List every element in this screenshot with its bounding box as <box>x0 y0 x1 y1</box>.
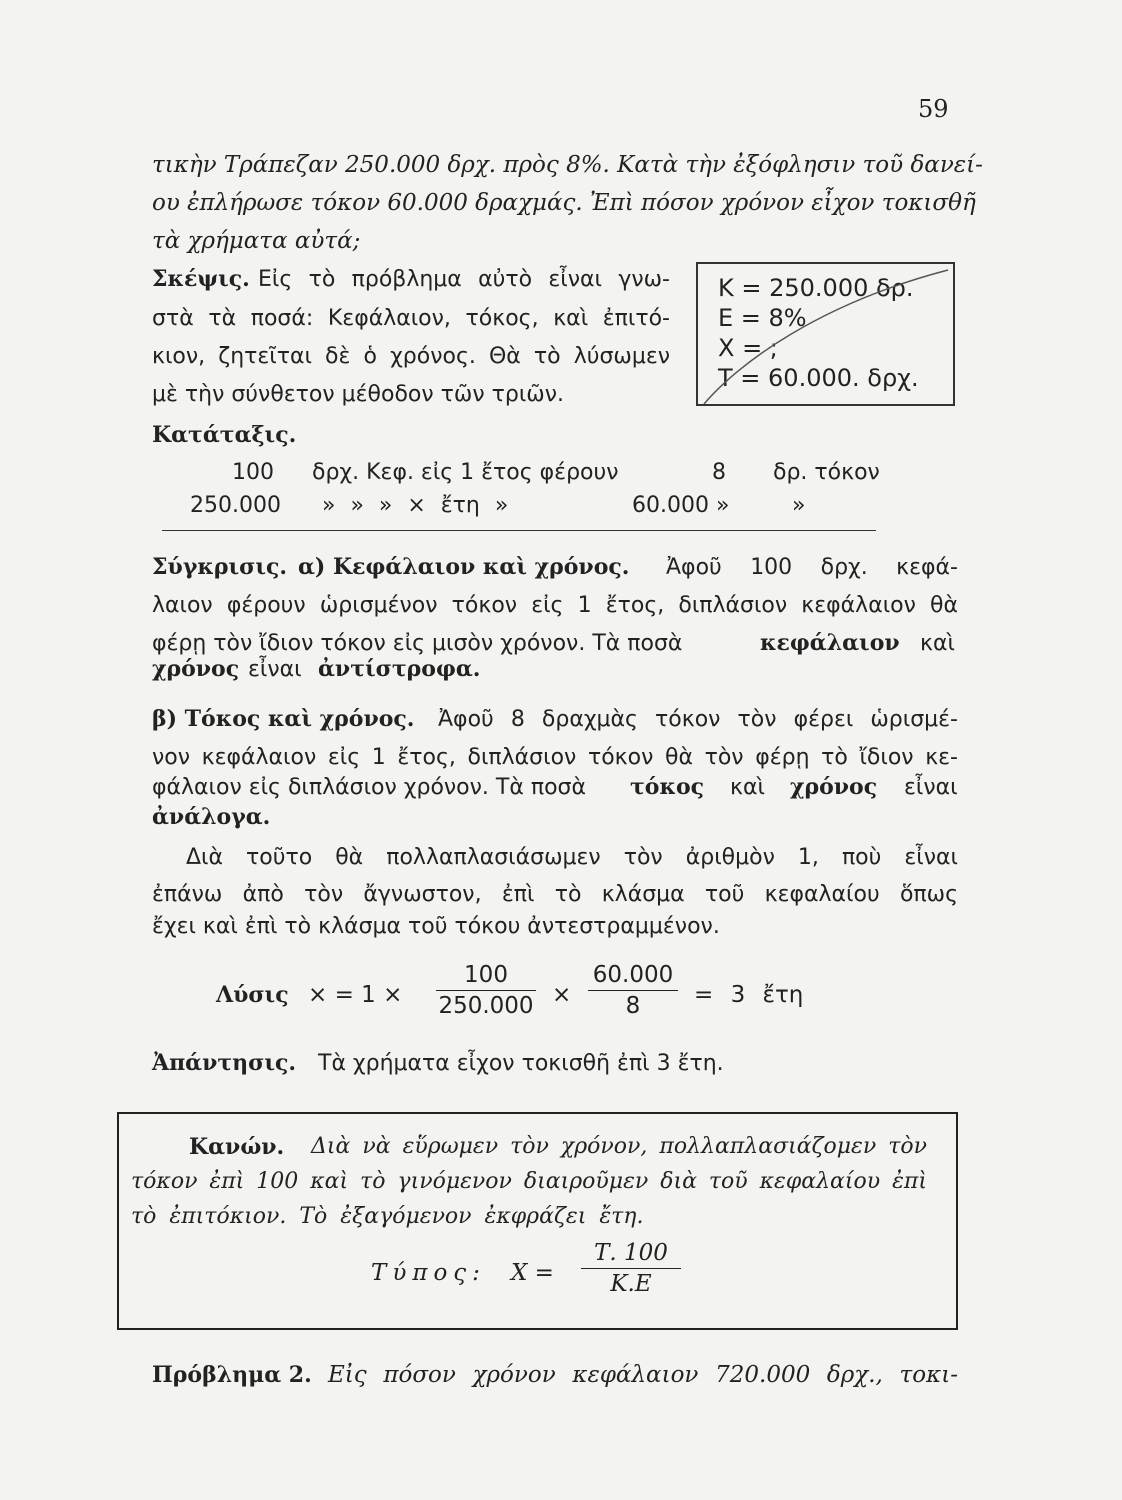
comparison-a-line: λαιον φέρουν ὡρισμένον τόκον εἰς 1 ἔτος, διπλάσιον κεφάλαιον θὰ <box>152 593 958 618</box>
fraction-interest-numerator: 60.000 <box>592 962 674 988</box>
comparison-b-heading: β) Τόκος καὶ χρόνος. <box>152 706 415 732</box>
rule-heading: Κανών. <box>189 1134 285 1160</box>
fraction-capital-numerator: 100 <box>464 962 508 988</box>
thought-heading: Σκέψις. <box>152 266 250 292</box>
formula-label: Τύπος: <box>371 1260 486 1286</box>
arrangement-row1-amount: 100 <box>232 460 274 485</box>
formula-bar <box>581 1268 681 1269</box>
comparison-heading: Σύγκρισις. <box>152 554 288 580</box>
formula-lhs: Χ = <box>511 1260 554 1286</box>
solution-heading: Λύσις <box>216 982 289 1008</box>
intro-line: τικὴν Τράπεζαν 250.000 δρχ. πρὸς 8%. Κατὰ τὴν ἐξόφλησιν τοῦ δανεί- <box>152 152 983 178</box>
comparison-c-line: Διὰ τοῦτο θὰ πολλαπλασιάσωμεν τὸν ἀριθμὸν 1, ποὺ εἶναι <box>186 845 958 870</box>
fraction-interest-bar <box>588 990 678 991</box>
comparison-a-line: φέρῃ τὸν ἴδιον τόκον εἰς μισὸν χρόνον. Τὰ ποσὰ <box>152 631 683 656</box>
given-values-box <box>696 262 955 406</box>
formula-denominator: Κ.Ε <box>610 1271 652 1297</box>
comparison-a-line: Ἀφοῦ 100 δρχ. κεφά- <box>666 555 958 580</box>
given-line-k: Κ = 250.000 δρ. <box>718 274 914 302</box>
comparison-c-line: ἐπάνω ἀπὸ τὸν ἄγνωστον, ἐπὶ τὸ κλάσμα τοῦ κεφαλαίου ὅπως <box>152 882 958 907</box>
comparison-b-line: νον κεφάλαιον εἰς 1 ἔτος, διπλάσιον τόκον θὰ τὸν φέρῃ τὸ ἴδιον κε- <box>152 745 958 770</box>
thought-line: στὰ τὰ ποσά: Κεφάλαιον, τόκος, καὶ ἐπιτό- <box>152 306 670 331</box>
comparison-a-heading: α) Κεφάλαιον καὶ χρόνος. <box>298 554 630 580</box>
answer-text: Τὰ χρήματα εἶχον τοκισθῆ ἐπὶ 3 ἔτη. <box>318 1051 724 1076</box>
thought-line: κιον, ζητεῖται δὲ ὁ χρόνος. Θὰ τὸ λύσωμεν <box>152 344 670 369</box>
solution-lhs: × = 1 × <box>308 982 403 1008</box>
term-antistrofa: ἀντίστροφα. <box>318 656 481 682</box>
term-xronos-2: χρόνος <box>790 774 878 800</box>
thought-line: Εἰς τὸ πρόβλημα αὐτὸ εἶναι γνω- <box>258 267 670 292</box>
thought-line: μὲ τὴν σύνθετον μέθοδον τῶν τριῶν. <box>152 382 564 407</box>
given-line-e: Ε = 8% <box>718 304 807 332</box>
term-tokos: τόκος <box>630 774 705 800</box>
arrangement-row1-unit: δρ. τόκον <box>773 460 880 485</box>
fraction-interest <box>588 962 678 1019</box>
solution-times: × <box>552 982 572 1008</box>
arrangement-row2-amount: 250.000 <box>190 493 281 518</box>
fraction-capital-denominator: 250.000 <box>438 993 534 1019</box>
given-line-t: Τ = 60.000. δρχ. <box>718 364 919 392</box>
arrangement-heading: Κατάταξις. <box>152 422 297 448</box>
solution-rhs: = 3 ἔτη <box>694 982 804 1008</box>
page-number: 59 <box>918 95 949 123</box>
arrangement-row2-text: » » » × ἔτη » <box>322 493 509 518</box>
rule-line: Διὰ νὰ εὕρωμεν τὸν χρόνον, πολλαπλασιάζομεν τὸν <box>311 1134 927 1159</box>
comparison-b-line: φάλαιον εἰς διπλάσιον χρόνον. Τὰ ποσὰ <box>152 775 587 800</box>
rule-box <box>117 1112 958 1330</box>
arrangement-row1-text: δρχ. Κεφ. εἰς 1 ἔτος φέρουν <box>312 460 619 485</box>
comparison-b-word: εἶναι <box>904 775 958 800</box>
term-kefalaion: κεφάλαιον <box>760 630 900 656</box>
arrangement-row2-unit: » <box>792 493 806 518</box>
rule-line: τόκον ἐπὶ 100 καὶ τὸ γινόμενον διαιροῦμεν διὰ τοῦ κεφαλαίου ἐπὶ <box>131 1169 927 1194</box>
rule-line: τὸ ἐπιτόκιον. Τὸ ἐξαγόμενον ἐκφράζει ἔτη. <box>131 1204 644 1229</box>
next-problem-text: Εἰς πόσον χρόνον κεφάλαιον 720.000 δρχ., τοκι- <box>328 1362 958 1388</box>
given-line-x: Χ = ; <box>718 334 778 362</box>
fraction-interest-denominator: 8 <box>625 993 641 1019</box>
fraction-capital <box>436 962 536 1019</box>
arrangement-row1-interest: 8 <box>712 460 726 485</box>
comparison-a-word: εἶναι <box>248 657 302 682</box>
arrangement-rule <box>162 530 876 531</box>
comparison-b-line: Ἀφοῦ 8 δραχμὰς τόκον τὸν φέρει ὡρισμέ- <box>438 707 958 732</box>
pencil-mark <box>698 264 957 408</box>
comparison-c-line: ἔχει καὶ ἐπὶ τὸ κλάσμα τοῦ τόκου ἀντεστραμμένον. <box>152 914 720 939</box>
intro-line: τὰ χρήματα αὐτά; <box>152 228 361 254</box>
formula-numerator: Τ. 100 <box>594 1240 668 1266</box>
comparison-a-word: καὶ <box>920 631 955 656</box>
comparison-b-word: καὶ <box>730 775 765 800</box>
intro-line: ου ἐπλήρωσε τόκον 60.000 δραχμάς. Ἐπὶ πόσον χρόνον εἶχον τοκισθῆ <box>152 190 976 216</box>
term-xronos: χρόνος <box>152 656 240 682</box>
fraction-capital-bar <box>436 990 536 991</box>
term-analoga: ἀνάλογα. <box>152 804 271 830</box>
answer-heading: Ἀπάντησις. <box>152 1050 297 1076</box>
formula-fraction <box>581 1240 681 1297</box>
next-problem-heading: Πρόβλημα 2. <box>152 1362 312 1388</box>
arrangement-row2-interest: 60.000 » <box>632 493 730 518</box>
